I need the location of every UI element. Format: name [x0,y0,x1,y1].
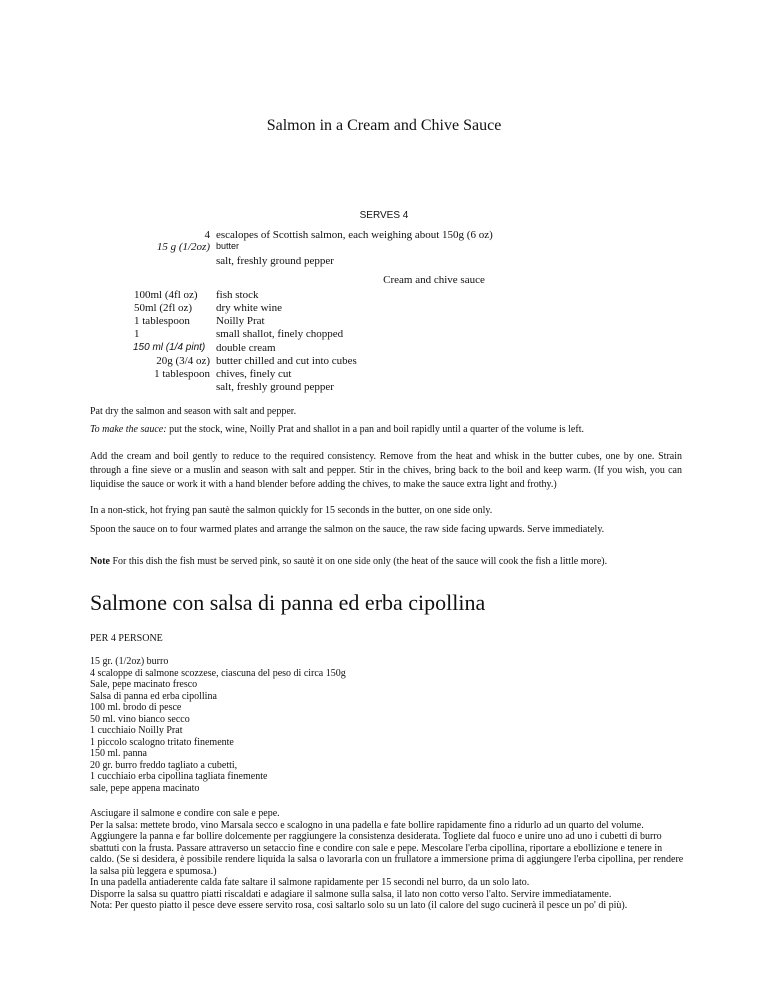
ingredient-line: 20 gr. burro freddo tagliato a cubetti, [90,759,238,771]
sauce-qty: 100ml (4fl oz) [134,289,198,301]
method-step: In una padella antiaderente calda fate saltare il salmone rapidamente per 15 secondi nel burro, da un solo lato. [90,877,530,888]
sauce-qty: 1 tablespoon [134,315,190,327]
ingredient-line: 15 gr. (1/2oz) burro [90,656,169,667]
italian-method [90,808,686,912]
ingredient-qty: 15 g (1/2oz) [156,241,210,253]
method-step: Disporre la salsa su quattro piatti riscaldati e adagiare il salmone sulla salsa, il lato non cotto verso l'alto. Servire immediatamente. [90,888,612,900]
method-note [90,555,682,569]
ingredient-line: 50 ml. vino bianco secco [90,713,190,725]
sauce-item: double cream [216,342,276,354]
ingredient-line: Sale, pepe macinato fresco [90,679,198,690]
method-step: Aggiungere la panna e far bollire dolcemente per raggiungere la consistenza desiderata. Togliete dal fuoco e unire uno ad uno i cubetti di burro sbattuti con la frusta. Passare attraverso un setaccio fine e condire con sale e pepe. Mescolare l'erba cipollina, riportare a ebollizione e tenere in caldo. (Se si desidera, è possibile rendere liquida la salsa o lavorarla con un frullatore a immersione prima di aggiungere l'erba cipollina, per rendere la salsa più leggera e spumosa.) [90,831,684,877]
sauce-item: small shallot, finely chopped [216,328,344,340]
ingredient-line: Salsa di panna ed erba cipollina [90,690,217,702]
method-step: Per la salsa: mettete brodo, vino Marsala secco e scalogno in una padella e fate bollire rapidamente fino a ridurlo ad un quarto del volume. [90,819,644,831]
method-text: put the stock, wine, Noilly Prat and shallot in a pan and boil rapidly until a quarter of the volume is left. [166,424,584,435]
serves-label-italian: PER 4 PERSONE [90,633,163,644]
method-step: Pat dry the salmon and season with salt and pepper. [90,406,297,417]
note-label: Note [90,556,110,567]
sauce-qty: 50ml (2fl oz) [134,302,193,314]
ingredient-item: butter [216,241,240,251]
sauce-heading: Cream and chive sauce [383,274,485,286]
method-step: Asciugare il salmone e condire con sale e pepe. [90,808,280,819]
ingredient-line: 1 cucchiaio Noilly Prat [90,725,183,736]
method-step: Add the cream and boil gently to reduce to the required consistency. Remove from the heat and whisk in the butter cubes, one by one. Strain through a fine sieve or a muslin and season with salt and pepper. Stir in the chives, bring back to the boil and keep warm. (If you wish, you can liquidise the sauce or work it with a hand blender before adding the chives, to make the sauce extra light and frothy.) [90,451,682,490]
recipe-title-italian: Salmone con salsa di panna ed erba cipollina [90,590,486,615]
ingredient-qty: 4 [204,229,210,241]
ingredient-line: 1 cucchiaio erba cipollina tagliata finemente [90,771,268,782]
sauce-qty: 1 tablespoon [154,368,210,380]
sauce-item: butter chilled and cut into cubes [216,355,357,367]
ingredient-line: sale, pepe appena macinato [90,782,200,794]
ingredient-line: 1 piccolo scalogno tritato finemente [90,736,234,748]
note-text: For this dish the fish must be served pink, so sautè it on one side only (the heat of the sauce will cook the fish a little more). [110,556,608,567]
sauce-qty: 20g (3/4 oz) [156,355,210,367]
ingredient-item: escalopes of Scottish salmon, each weighing about 150g (6 oz) [216,229,493,241]
method-step: In a non-stick, hot frying pan sautè the salmon quickly for 15 seconds in the butter, on one side only. [90,505,493,516]
method-step [90,423,682,437]
sauce-item: Noilly Prat [216,315,265,327]
recipe-title-english: Salmon in a Cream and Chive Sauce [266,117,502,134]
sauce-item: fish stock [216,289,259,301]
sauce-item: chives, finely cut [216,368,292,380]
sauce-item: dry white wine [216,302,282,314]
method-label: To make the sauce: [90,424,167,435]
ingredient-line: 4 scaloppe di salmone scozzese, ciascuna del peso di circa 150g [90,667,346,679]
italian-ingredients [90,656,690,794]
method-step: Spoon the sauce on to four warmed plates and arrange the salmon on the sauce, the raw side facing upwards. Serve immediately. [90,524,605,535]
serves-label: SERVES 4 [359,210,409,221]
sauce-item: salt, freshly ground pepper [216,381,334,393]
ingredient-line: 100 ml. brodo di pesce [90,702,182,713]
ingredient-item: salt, freshly ground pepper [216,255,334,267]
ingredient-line: 150 ml. panna [90,748,147,759]
sauce-qty: 1 [134,328,140,340]
method-step: Nota: Per questo piatto il pesce deve essere servito rosa, così saltarlo solo su un lato (il calore del sugo cucinerà il pesce un po' di più). [90,900,628,911]
sauce-qty: 150 ml (1/4 pint) [133,342,206,353]
